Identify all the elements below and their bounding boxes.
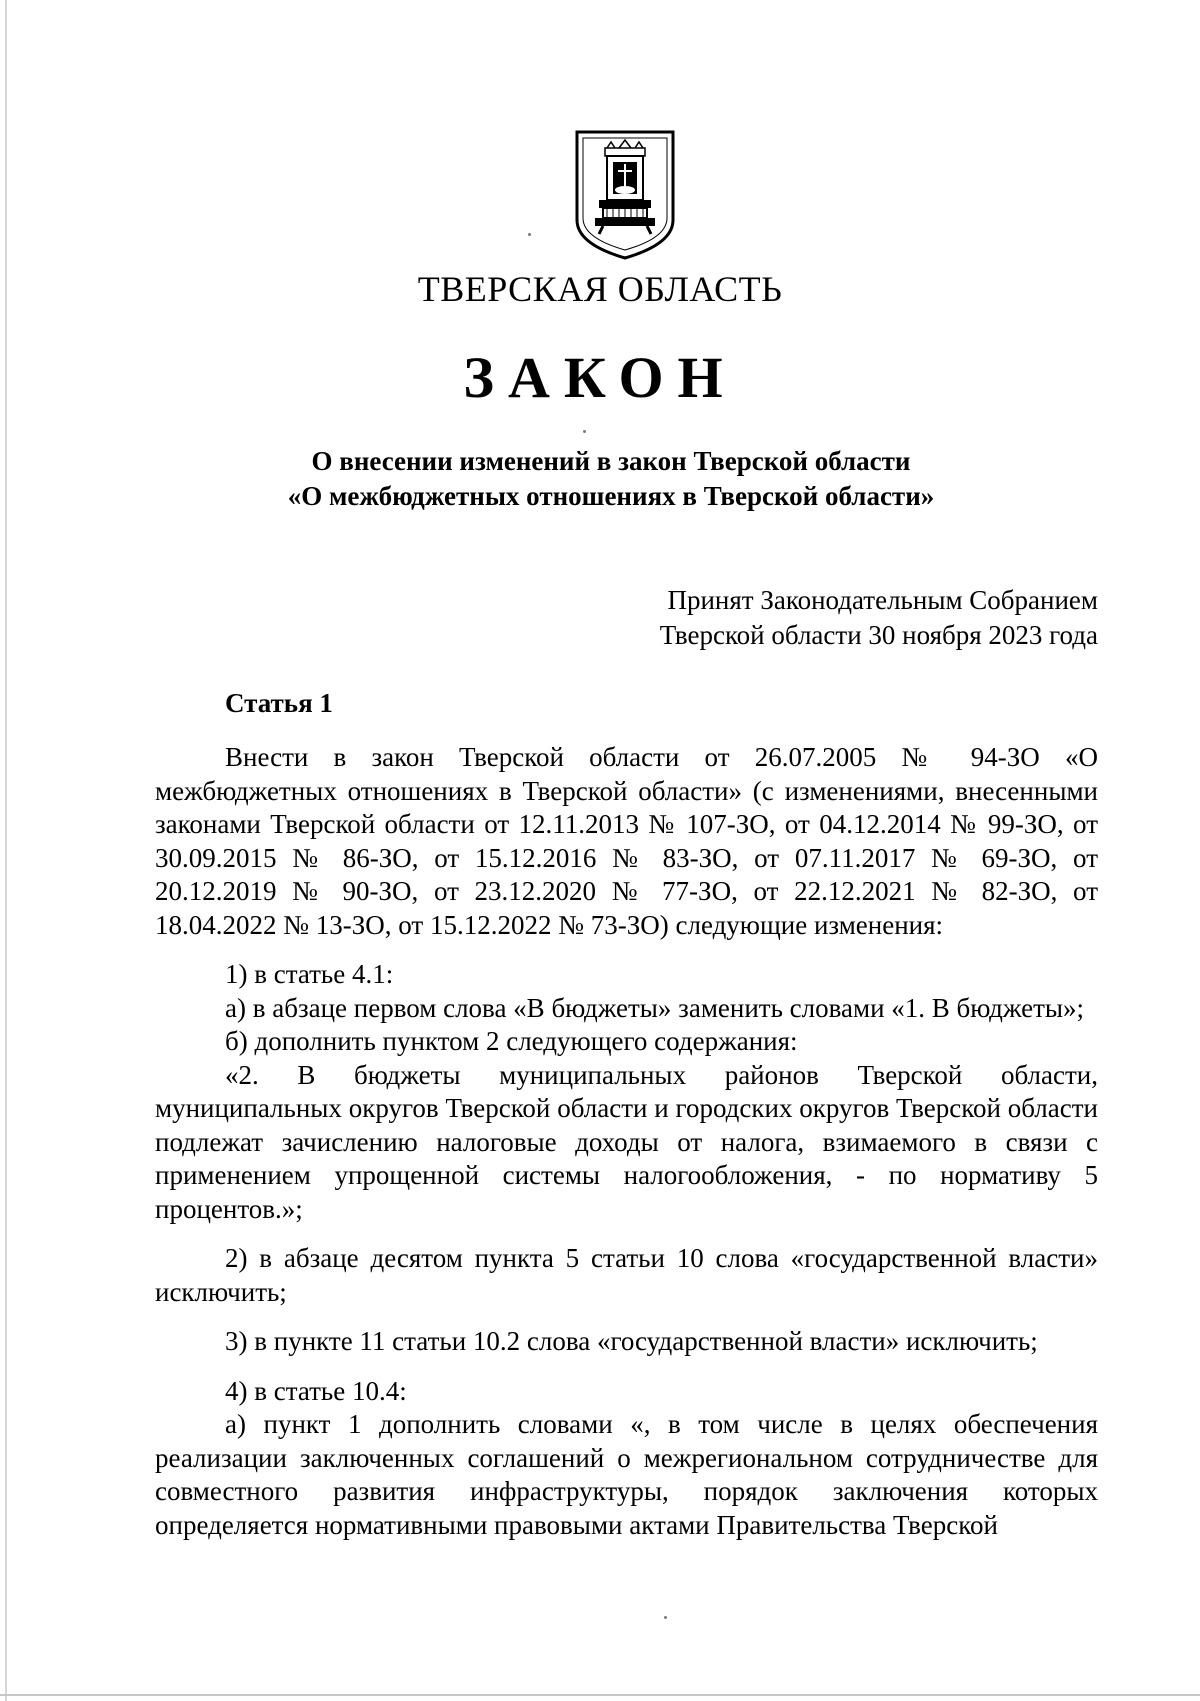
scan-speck bbox=[528, 233, 531, 236]
adoption-note bbox=[600, 583, 1098, 653]
law-subject-line-1: О внесении изменений в закон Тверской области bbox=[311, 446, 911, 476]
item-3-paragraph: 3) в пункте 11 статьи 10.2 слова «государственной власти» исключить; bbox=[225, 1326, 1038, 1356]
item-1-subitem-b-quote: «2. В бюджеты муниципальных районов Тверской области, муниципальных округов Тверской области и городских округов Тверской области подлежат зачислению налоговые доходы от налога, взимаемого в связи с применением упрощенной системы налогообложения, - по нормативу 5 процентов.»; bbox=[155, 1059, 1098, 1224]
law-subject-line-2: «О межбюджетных отношениях в Тверской области» bbox=[287, 481, 935, 511]
item-1-subitem-a: а) в абзаце первом слова «В бюджеты» заменить словами «1. В бюджеты»; bbox=[225, 992, 1085, 1023]
item-4-subitem-a: а) пункт 1 дополнить словами «, в том числе в целях обеспечения реализации заключенных соглашений о межрегиональном сотрудничестве для совместного развития инфраструктуры, порядок заключения которых определяется нормативными правовыми актами Правительства Тверской bbox=[155, 1409, 1098, 1540]
item-1-heading: 1) в статье 4.1: bbox=[225, 959, 394, 989]
scan-edge bbox=[5, 0, 7, 1701]
adoption-note-line-2: Тверской области 30 ноября 2023 года bbox=[659, 620, 1098, 650]
article-title: Статья 1 bbox=[225, 688, 333, 718]
item-4-heading: 4) в статье 10.4: bbox=[225, 1375, 407, 1406]
article-intro-paragraph: Внести в закон Тверской области от 26.07.2005 № 94-ЗО «О межбюджетных отношениях в Тверской области» (с изменениями, внесенными законами Тверской области от 12.11.2013 № 107-ЗО, от 04.12.2014 № 99-ЗО, от 30.09.2015 № 86-ЗО, от 15.12.2016 № 83-ЗО, от 07.11.2017 № 69-ЗО, от 20.12.2019 № 90-ЗО, от 23.12.2020 № 77-ЗО, от 22.12.2021 № 82-ЗО, от 18.04.2022 № 13-ЗО, от 15.12.2022 № 73-ЗО) следующие изменения: bbox=[155, 742, 1098, 940]
region-title: ТВЕРСКАЯ ОБЛАСТЬ bbox=[417, 269, 783, 309]
document-type-title: ЗАКОН bbox=[463, 345, 737, 410]
scan-speck bbox=[664, 1616, 667, 1619]
article-body bbox=[155, 686, 1098, 1542]
law-subject bbox=[0, 444, 1200, 514]
scan-bottom-edge bbox=[0, 1694, 1200, 1696]
adoption-note-line-1: Принят Законодательным Собранием bbox=[667, 585, 1098, 615]
scan-speck bbox=[583, 430, 586, 433]
item-2-paragraph: 2) в абзаце десятом пункта 5 статьи 10 слова «государственной власти» исключить; bbox=[155, 1243, 1098, 1307]
item-1-subitem-b: б) дополнить пунктом 2 следующего содержания: bbox=[225, 1026, 798, 1056]
tver-coat-of-arms-icon bbox=[573, 128, 677, 260]
